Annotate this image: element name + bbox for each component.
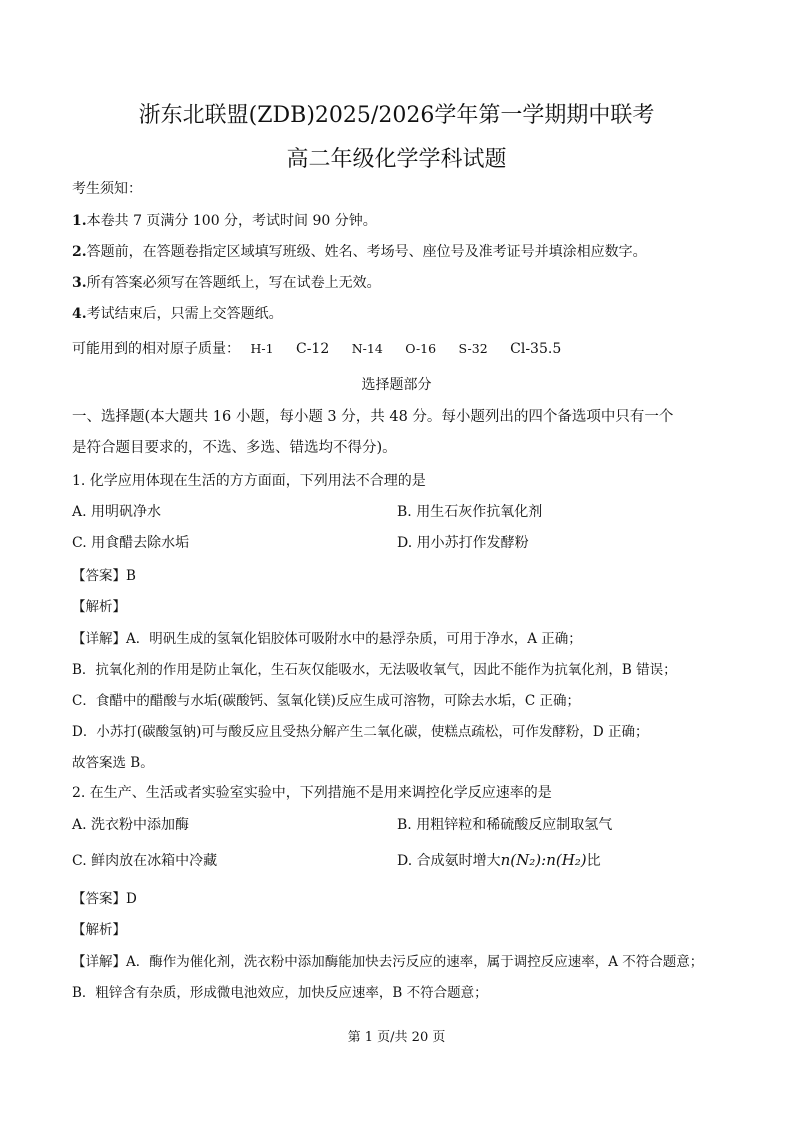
q2-option-d: [397, 850, 601, 870]
q2-detail-line-1: [72, 950, 703, 970]
q1-option-c: C. 用食醋去除水垢: [72, 535, 190, 551]
atom-h: H-1: [250, 341, 274, 356]
atomic-masses-label: 可能用到的相对原子质量：: [72, 341, 240, 357]
notice-num: 2.: [72, 244, 87, 260]
q1-analysis-tag: 【解析】: [72, 599, 126, 615]
q1-answer: [72, 564, 136, 584]
page-number: 第 1 页/共 20 页: [347, 1030, 446, 1045]
q1-detail-line-2: B．抗氧化剂的作用是防止氧化，生石灰仅能吸水，无法吸收氧气，因此不能作为抗氧化剂，B 错误；: [72, 662, 677, 678]
q1-option-d: D. 用小苏打作发酵粉: [397, 535, 529, 551]
detail-text: A．明矾生成的氢氧化铝胶体可吸附水中的悬浮杂质，可用于净水，A 正确；: [126, 631, 582, 647]
exam-title: 浙东北联盟(ZDB)2025/2026学年第一学期期中联考: [138, 103, 655, 128]
atom-s: S-32: [458, 341, 488, 356]
atom-cl: Cl-35.5: [510, 341, 562, 357]
atomic-masses: [72, 338, 579, 358]
answer-tag: 【答案】: [72, 891, 126, 907]
q2-answer: [72, 887, 137, 907]
ratio-formula: n(N₂):n(H₂): [500, 851, 587, 869]
section-instructions-line1: 一、选择题(本大题共 16 小题，每小题 3 分，共 48 分。每小题列出的四个备选项中只有一个: [72, 409, 674, 425]
q1-detail-line-1: [72, 627, 582, 647]
answer-tag: 【答案】: [72, 568, 126, 584]
atom-n: N-14: [351, 341, 383, 356]
section-title: 选择题部分: [361, 377, 432, 393]
q2-option-a: A. 洗衣粉中添加酶: [72, 817, 190, 833]
q2-analysis-tag: 【解析】: [72, 922, 126, 938]
notice-item-3: [72, 272, 381, 292]
detail-tag: 【详解】: [72, 631, 126, 647]
q2-stem: 2. 在生产、生活或者实验室实验中，下列措施不是用来调控化学反应速率的是: [72, 785, 552, 801]
q1-option-b: B. 用生石灰作抗氧化剂: [397, 504, 543, 520]
q1-option-a: A. 用明矾净水: [72, 504, 162, 520]
notice-item-1: [72, 210, 377, 230]
notice-num: 3.: [72, 275, 87, 291]
notice-text: 答题前，在答题卷指定区域填写班级、姓名、考场号、座位号及准考证号并填涂相应数字。: [86, 244, 647, 260]
notice-num: 4.: [72, 306, 87, 322]
detail-tag: 【详解】: [72, 954, 126, 970]
option-d-prefix: D. 合成氨时增大: [397, 853, 501, 869]
notice-text: 本卷共 7 页满分 100 分，考试时间 90 分钟。: [86, 213, 377, 229]
atom-c: C-12: [295, 341, 330, 357]
q1-detail-line-3: C．食醋中的醋酸与水垢(碳酸钙、氢氧化镁)反应生成可溶物，可除去水垢，C 正确；: [72, 693, 580, 709]
exam-subtitle: 高二年级化学学科试题: [286, 147, 507, 172]
q2-detail-line-2: B．粗锌含有杂质，形成微电池效应，加快反应速率，B 不符合题意；: [72, 985, 488, 1001]
q1-conclusion: 故答案选 B。: [72, 755, 154, 771]
detail-text: A．酶作为催化剂，洗衣粉中添加酶能加快去污反应的速率，属于调控反应速率，A 不符合题意；: [126, 954, 704, 970]
q1-detail-line-4: D．小苏打(碳酸氢钠)可与酸反应且受热分解产生二氧化碳，使糕点疏松，可作发酵粉，D 正确；: [72, 724, 649, 740]
q2-option-c: C. 鲜肉放在冰箱中冷藏: [72, 853, 218, 869]
notice-num: 1.: [72, 213, 87, 229]
section-instructions-line2: 是符合题目要求的，不选、多选、错选均不得分)。: [72, 440, 397, 456]
answer-value: D: [126, 891, 137, 907]
answer-value: B: [126, 568, 136, 584]
q1-stem: 1. 化学应用体现在生活的方方面面，下列用法不合理的是: [72, 473, 426, 489]
atom-o: O-16: [405, 341, 437, 356]
q2-option-b: B. 用粗锌粒和稀硫酸反应制取氢气: [397, 817, 613, 833]
notice-heading: 考生须知：: [72, 181, 142, 197]
option-d-suffix: 比: [586, 853, 601, 869]
notice-text: 所有答案必须写在答题纸上，写在试卷上无效。: [86, 275, 381, 291]
notice-item-4: [72, 303, 283, 323]
notice-text: 考试结束后，只需上交答题纸。: [86, 306, 283, 322]
notice-item-2: [72, 241, 647, 261]
